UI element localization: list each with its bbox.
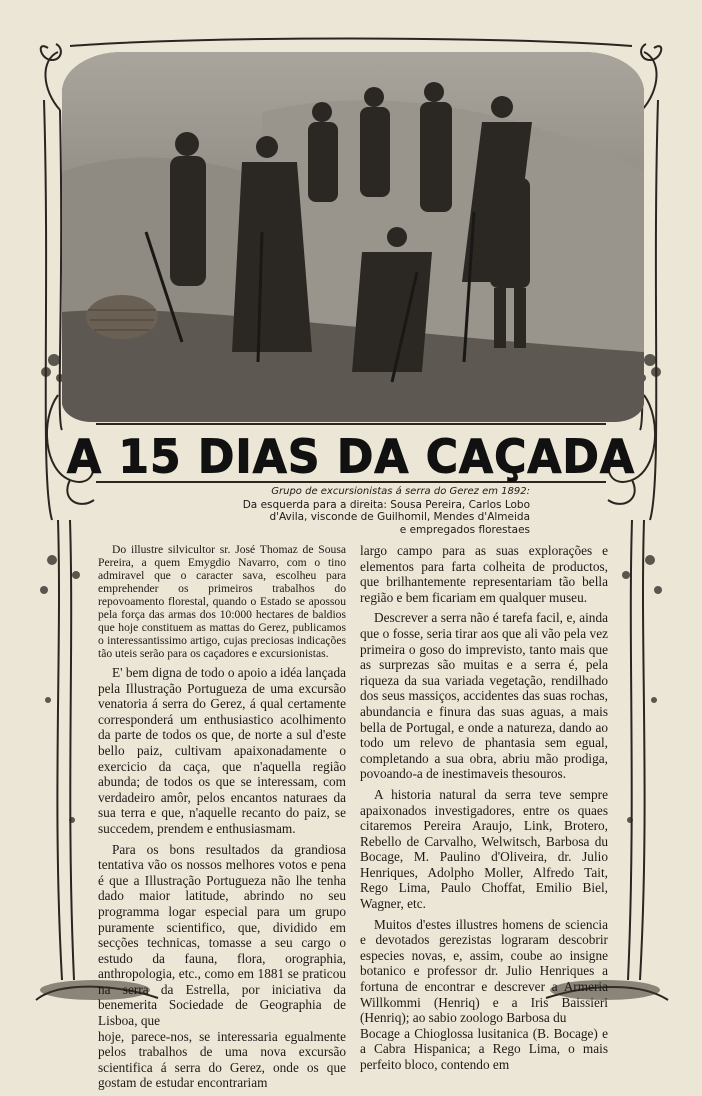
- caption-line: d'Avila, visconde de Guilhomil, Mendes d'Almeida: [269, 511, 530, 523]
- caption-line: e empregados florestaes: [399, 523, 530, 536]
- caption-title: Grupo de excursionistas á serra do Gerez em 1892:: [271, 486, 530, 497]
- body-paragraph-continued: hoje, parece-nos, se interessaria egualmente pelos trabalhos de uma nova excursão scientifica á serra do Gerez, onde os que gostam de estudar encontrariam: [98, 1028, 346, 1091]
- photo-caption: [200, 486, 530, 536]
- intro-paragraph: Do illustre silvicultor sr. José Thomaz de Sousa Pereira, a quem Emygdio Navarro, com o tino admiravel que o caracter sava, escolheu para emprehender os primeiros trabalhos do repovoamento florestal, quando o Estado se apossou pela força das armas dos 10:000 hectares de baldios que hoje constituem as mattas do Gerez, publicamos o interessantissimo artigo, cujas preciosas indicações tão uteis serão para os caçadores e excursionistas.: [98, 543, 346, 660]
- caption-line: Da esquerda para a direita: Sousa Pereira, Carlos Lobo: [242, 498, 530, 511]
- body-paragraph: Para os bons resultados da grandiosa tentativa vão os nossos melhores votos e pena é que a Illustração Portugueza não lhe tenha dado maior latitude, abrindo no seu programma logar especial para um grupo puramente scientifico, que, dividido em secções technicas, tomasse a seu cargo o estudo da fauna, flora, orographia, anthropologia, etc., como em 1881 se praticou na serra da Estrella, por iniciativa da benemerita Sociedade de Geographia de Lisboa, que: [98, 841, 346, 1029]
- body-paragraph: largo campo para as suas explorações e elementos para farta colheita de productos, que brilhantemente representariam tão bella região e bem ficariam em qualquer museu.: [360, 543, 608, 605]
- article-headline: A 15 DIAS DA CAÇADA: [66, 430, 636, 485]
- group-photograph: [62, 52, 644, 422]
- body-paragraph: E' bem digna de todo o apoio a idéa lançada pela Illustração Portugueza de uma excursão venatoria á serra do Gerez, á qual certamente corresponderá um enthusiastico acolhimento da parte de todos os que, de norte a sul d'este bello paiz, cultivam apaixonadamente o exercicio da caça, que n'aquella região abunda; de todos os que se interessam, com verdadeiro amôr, pelos encantos naturaes da sua terra e que, n'aquelle recanto do paiz, se succedem, prendem e enthusiasmam.: [98, 665, 346, 836]
- body-paragraph: A historia natural da serra teve sempre apaixonados investigadores, entre os quaes citaremos Pereira Araujo, Link, Brotero, Rebello de Carvalho, Welwitsch, Barbosa du Bocage, M. Paulino d'Oliveira, dr. Julio Henriques, Adolpho Moller, Alfredo Tait, Rego Lima, Paulo Choffat, Emilio Biel, Wagner, etc.: [360, 786, 608, 912]
- body-paragraph: Muitos d'estes illustres homens de sciencia e devotados gerezistas lograram descobrir especies novas, e, assim, coube ao insigne botanico e professor dr. Julio Henriques a fortuna de encontrar e descrever a Armeria Willkommi (Henriq) e a Iris Baissieri (Henriq); ao sabio zoologo Barbosa du: [360, 916, 608, 1026]
- body-paragraph: Descrever a serra não é tarefa facil, e, ainda que o fosse, seria tirar aos que ali vão pela vez primeira o goso do imprevisto, tanto mais que as surprezas são muitas e a serra é, pela riqueza da sua variada vegetação, rendilhado dos seus massiços, accidentes das suas rochas, abundancia e finura das suas aguas, a mais bella de Portugal, e onde a natureza, dando ao todo um relevo de phantasia sem egual, completando a sua obra, abriu mão prodiga, povoando-a de inestimaveis thesouros.: [360, 610, 608, 782]
- article-column-left: [98, 543, 346, 1096]
- body-paragraph-continued: Bocage a Chioglossa lusitanica (B. Bocage) e a Cabra Hispanica; a Rego Lima, o mais perfeito bloco, contendo em: [360, 1025, 608, 1072]
- article-column-right: [360, 543, 608, 1078]
